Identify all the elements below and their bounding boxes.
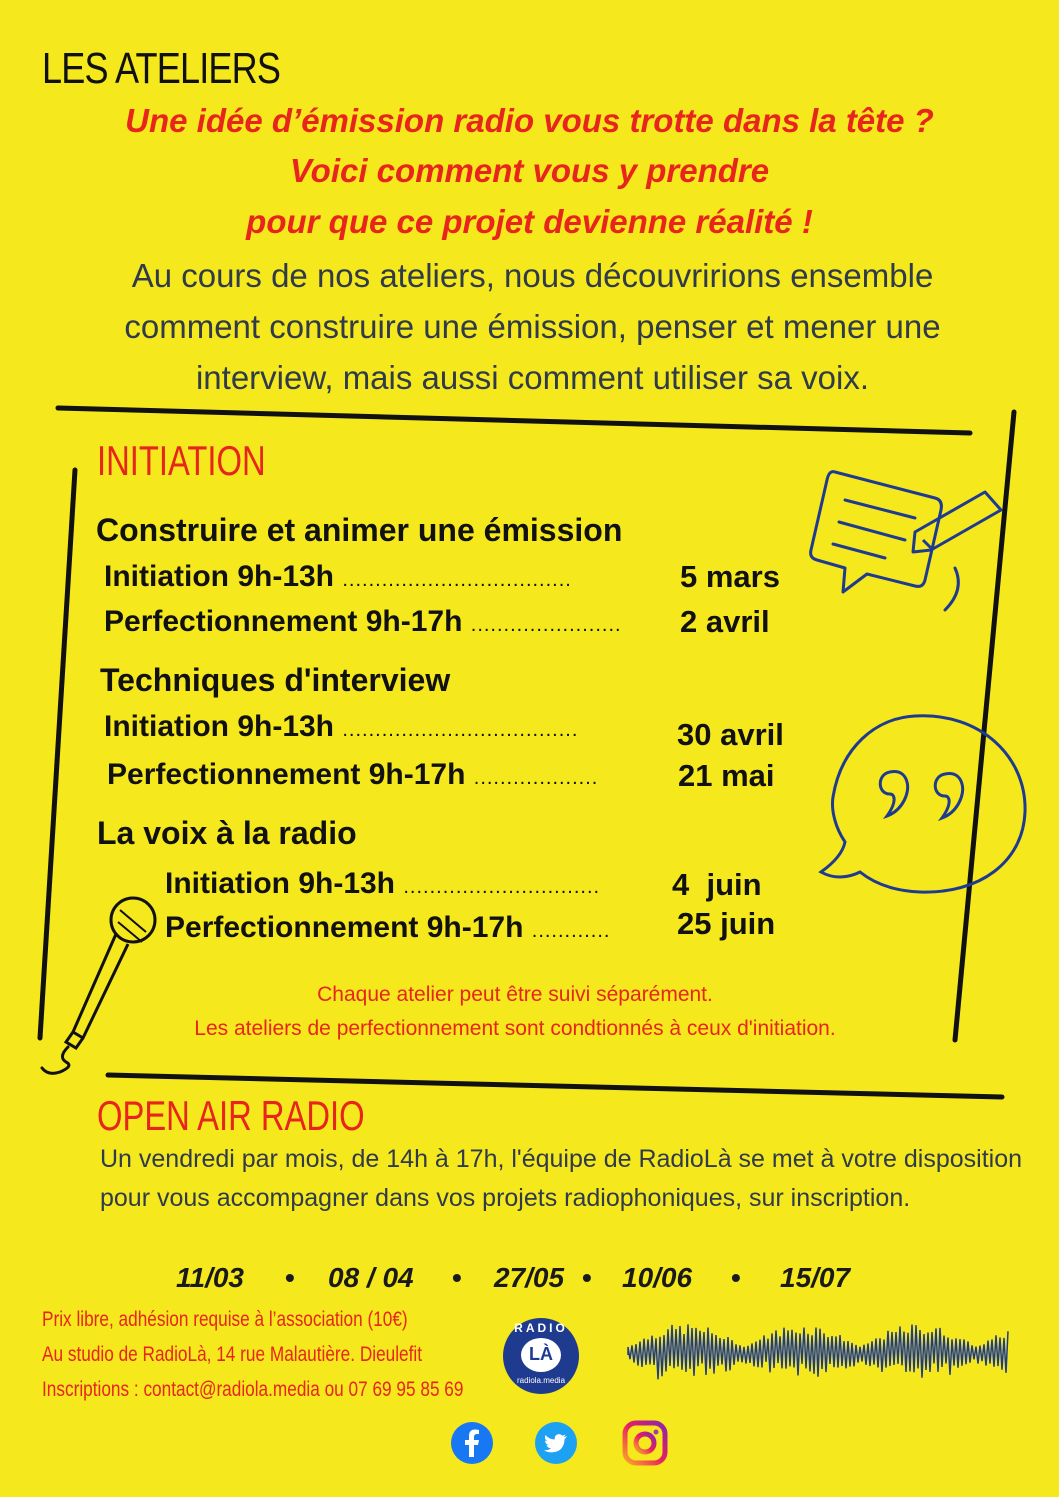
open-air-description: Un vendredi par mois, de 14h à 17h, l'équipe de RadioLà se met à votre disposition pour vous accompagner dans vos projets radiophoniques, sur inscription.	[100, 1145, 1023, 1212]
intro-red-line-1: Une idée d’émission radio vous trotte dans la tête ?	[125, 102, 934, 139]
instagram-icon[interactable]	[622, 1420, 668, 1466]
microphone-icon	[38, 892, 163, 1077]
session-row	[104, 710, 578, 744]
logo-top-text: RADIO	[514, 1321, 568, 1335]
session-label: Perfectionnement 9h-17h	[104, 605, 463, 638]
session-label: Initiation 9h-13h	[104, 710, 335, 743]
info-address: Au studio de RadioLà, 14 rue Malautière. Dieulefit	[42, 1343, 423, 1366]
session-dots: ...................	[473, 767, 599, 789]
session-dots: ...................................	[342, 569, 572, 591]
session-row	[165, 911, 610, 945]
session-dots: .......................	[470, 614, 622, 636]
session-dots: ..............................	[403, 876, 601, 898]
session-row	[104, 605, 622, 639]
intro-red-line-3: pour que ce projet devienne réalité !	[246, 203, 813, 240]
intro-red-line-2: Voici comment vous y prendre	[289, 152, 770, 189]
date-separator: •	[582, 1262, 592, 1293]
session-date: 5 mars	[680, 559, 780, 594]
session-row	[165, 867, 600, 901]
intro-body-line-1: Au cours de nos ateliers, nous découvririons ensemble	[131, 257, 934, 294]
twitter-icon[interactable]	[534, 1421, 578, 1465]
intro-body-line-2: comment construire une émission, penser et mener une	[124, 308, 941, 345]
session-label: Perfectionnement 9h-17h	[107, 758, 466, 791]
info-price: Prix libre, adhésion requise à l’association (10€)	[42, 1308, 408, 1331]
open-air-date: 08 / 04	[328, 1262, 414, 1293]
date-separator: •	[452, 1262, 462, 1293]
intro-body-line-3: interview, mais aussi comment utiliser sa voix.	[195, 359, 870, 396]
session-row	[104, 560, 572, 594]
date-separator: •	[285, 1262, 295, 1293]
session-dots: ....................................	[342, 719, 579, 741]
session-date: 25 juin	[677, 906, 776, 941]
session-label: Initiation 9h-13h	[104, 560, 335, 593]
session-label: Perfectionnement 9h-17h	[165, 911, 524, 944]
note-conditions: Les ateliers de perfectionnement sont condtionnés à ceux d'initiation.	[194, 1017, 836, 1040]
initiation-heading: INITIATION	[97, 437, 266, 484]
date-separator: •	[731, 1262, 741, 1293]
session-date: 2 avril	[680, 604, 770, 639]
logo-bottom-text: radiola.media	[516, 1376, 566, 1385]
page-title: LES ATELIERS	[42, 44, 281, 93]
info-contact: Inscriptions : contact@radiola.media ou 07 69 95 85 69	[42, 1378, 464, 1401]
radiola-logo	[503, 1318, 579, 1394]
speech-bubble-quote-icon	[815, 712, 1030, 897]
sound-wave-icon	[628, 1320, 1008, 1390]
session-date: 4 juin	[672, 867, 762, 902]
session-date: 21 mai	[678, 758, 775, 793]
session-row	[107, 758, 598, 792]
open-air-date: 11/03	[176, 1262, 244, 1293]
course-title-voix: La voix à la radio	[97, 815, 357, 851]
open-air-date: 15/07	[780, 1262, 851, 1293]
open-air-date: 27/05	[494, 1262, 565, 1293]
frame-top-line	[58, 408, 970, 433]
open-air-date: 10/06	[622, 1262, 693, 1293]
logo-main-text: LÀ	[529, 1344, 553, 1364]
note-separate: Chaque atelier peut être suivi séparément.	[317, 983, 713, 1006]
open-air-heading: OPEN AIR RADIO	[97, 1092, 365, 1139]
course-title-construire: Construire et animer une émission	[96, 512, 623, 548]
notepad-pen-icon	[805, 470, 1010, 615]
facebook-icon[interactable]	[450, 1421, 494, 1465]
sound-wave-path	[628, 1324, 1008, 1379]
course-title-interview: Techniques d'interview	[100, 662, 451, 698]
session-dots: ............	[531, 920, 611, 942]
session-date: 30 avril	[677, 717, 784, 752]
session-label: Initiation 9h-13h	[165, 867, 396, 900]
